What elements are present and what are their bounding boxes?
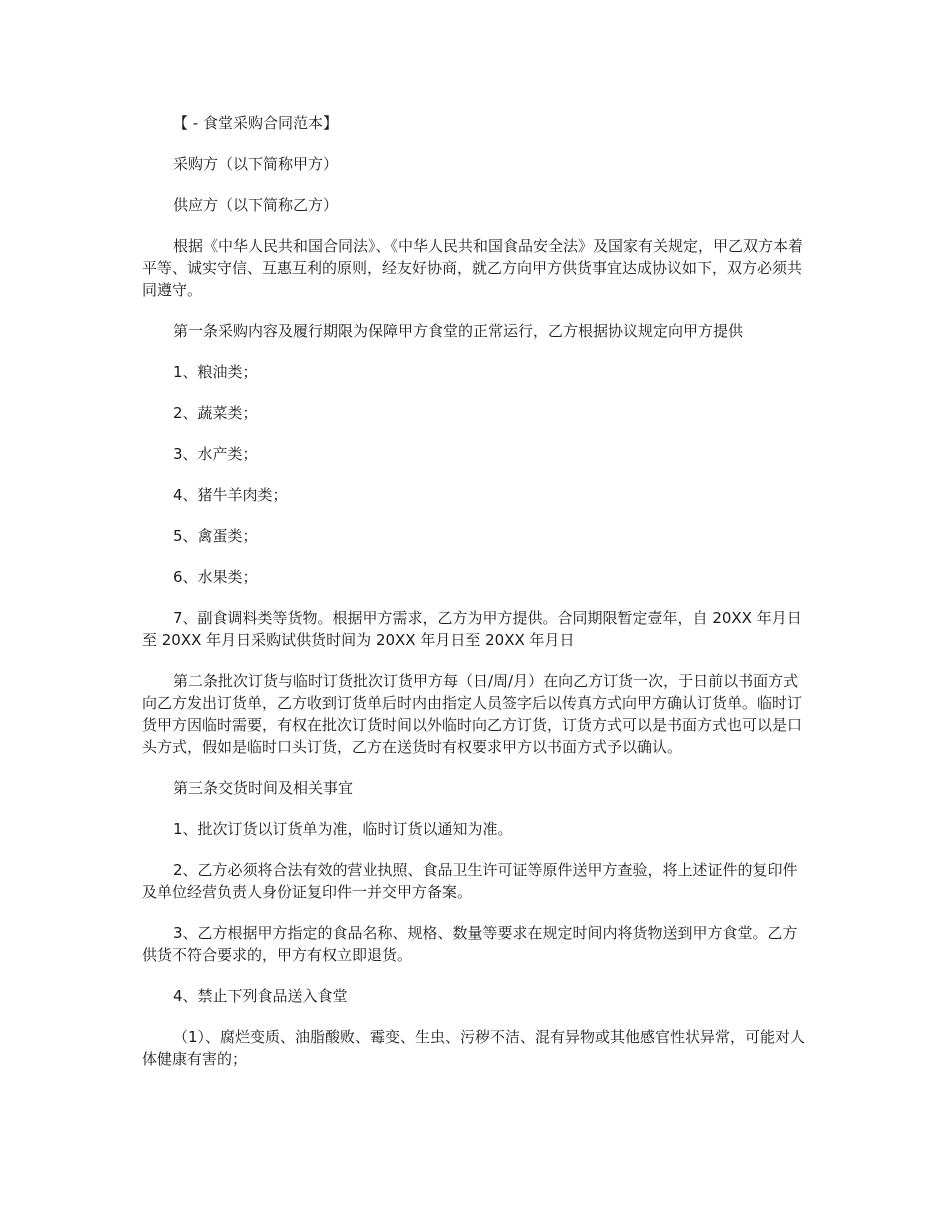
list-item: （1）、腐烂变质、油脂酸败、霉变、生虫、污秽不洁、混有异物或其他感官性状异常，可能对人体健康有害的；	[142, 1028, 806, 1068]
list-item: 6、水果类；	[173, 568, 258, 586]
document-title: 【 - 食堂采购合同范本】	[173, 114, 338, 132]
list-item: 1、粮油类；	[173, 363, 258, 381]
paragraph-article-2: 第二条批次订货与临时订货批次订货甲方每（日/周/月）在向乙方订货一次，于日前以书面方式向乙方发出订货单，乙方收到订货单后时内由指定人员签字后以传真方式向甲方确认订货单。临时订货甲方因临时需要，有权在批次订货时间以外临时向乙方订货，订货方式可以是书面方式也可以是口头方式，假如是临时口头订货，乙方在送货时有权要求甲方以书面方式予以确认。	[142, 672, 803, 756]
list-item: 2、蔬菜类；	[173, 404, 258, 422]
list-item: 3、水产类；	[173, 445, 258, 463]
list-item: 7、副食调料类等货物。根据甲方需求，乙方为甲方提供。合同期限暂定壹年，自 20XX 年月日至 20XX 年月日采购试供货时间为 20XX 年月日至 20XX 年月日	[142, 609, 802, 649]
list-item: 5、禽蛋类；	[173, 527, 258, 545]
paragraph-supplier: 供应方（以下简称乙方）	[173, 196, 339, 214]
paragraph-article-3: 第三条交货时间及相关事宜	[173, 779, 354, 797]
paragraph-buyer: 采购方（以下简称甲方）	[173, 155, 339, 173]
paragraph-article-1: 第一条采购内容及履行期限为保障甲方食堂的正常运行，乙方根据协议规定向甲方提供	[173, 322, 744, 340]
document-body	[142, 112, 810, 1089]
list-item: 3、乙方根据甲方指定的食品名称、规格、数量等要求在规定时间内将货物送到甲方食堂。乙方供货不符合要求的，甲方有权立即退货。	[142, 924, 798, 964]
list-item: 4、猪牛羊肉类；	[173, 486, 288, 504]
paragraph-preamble: 根据《中华人民共和国合同法》、《中华人民共和国食品安全法》及国家有关规定，甲乙双方本着平等、诚实守信、互惠互利的原则，经友好协商，就乙方向甲方供货事宜达成协议如下，双方必须共同遵守。	[142, 237, 804, 299]
list-item: 2、乙方必须将合法有效的营业执照、食品卫生许可证等原件送甲方查验，将上述证件的复印件及单位经营负责人身份证复印件一并交甲方备案。	[142, 861, 798, 901]
list-item: 1、批次订货以订货单为准，临时订货以通知为准。	[173, 820, 513, 838]
list-item: 4、禁止下列食品送入食堂	[173, 987, 348, 1005]
